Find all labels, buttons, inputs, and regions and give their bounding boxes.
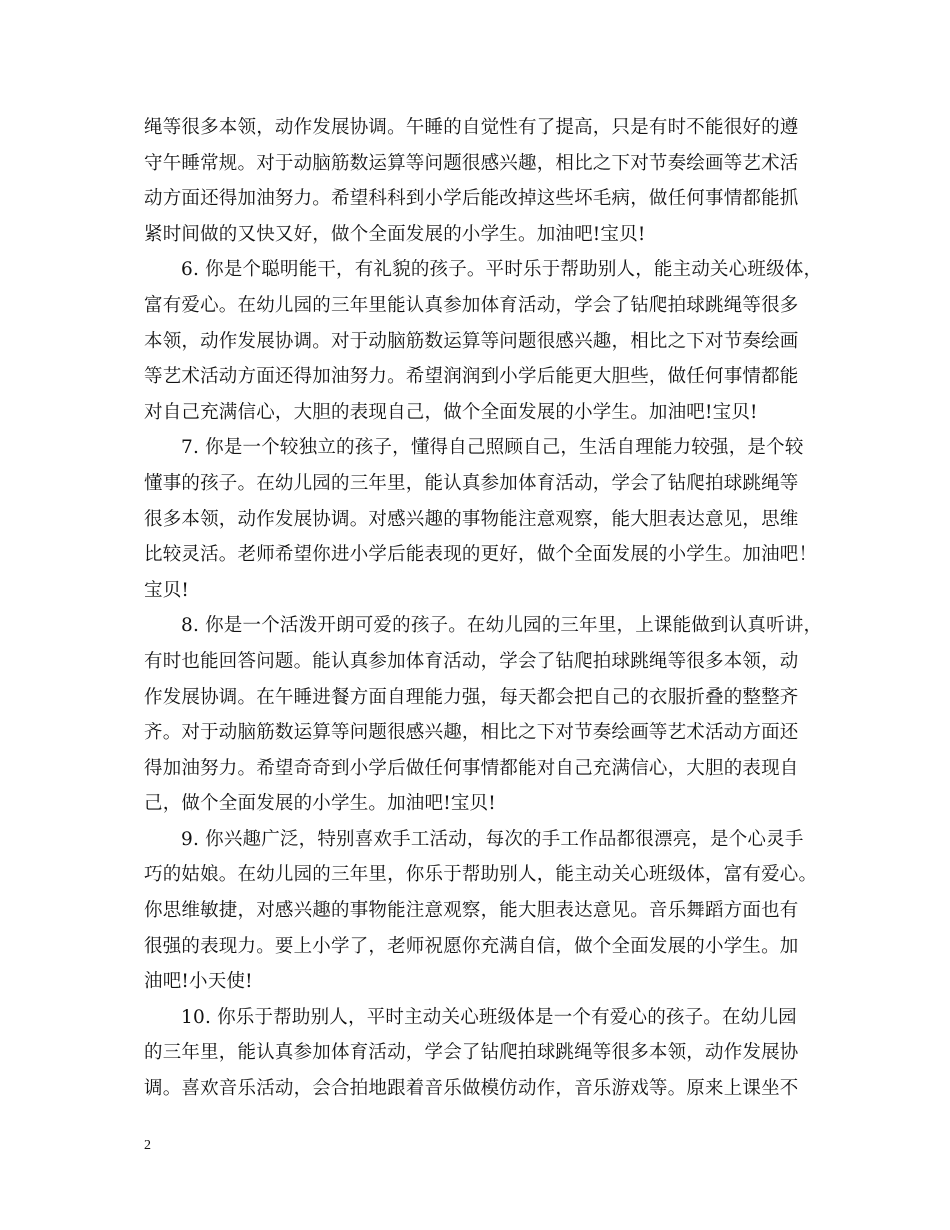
text-line: 等艺术活动方面还得加油努力。希望润润到小学后能更大胆些，做任何事情都能 (144, 366, 799, 388)
text-line: 富有爱心。在幼儿园的三年里能认真参加体育活动，学会了钻爬拍球跳绳等很多 (144, 294, 799, 316)
text-line: 得加油努力。希望奇奇到小学后做任何事情都能对自己充满信心，大胆的表现自 (144, 757, 799, 779)
text-line: 油吧!小天使! (144, 971, 253, 993)
text-line: 绳等很多本领，动作发展协调。午睡的自觉性有了提高，只是有时不能很好的遵 (144, 117, 799, 138)
text-line: 比较灵活。老师希望你进小学后能表现的更好，做个全面发展的小学生。加油吧！ (144, 544, 818, 566)
text-line: 宝贝! (144, 579, 190, 601)
document-body (144, 110, 823, 1107)
text-line: 调。喜欢音乐活动，会合拍地跟着音乐做模仿动作，音乐游戏等。原来上课坐不 (144, 1078, 799, 1100)
text-line: 很多本领，动作发展协调。对感兴趣的事物能注意观察，能大胆表达意见，思维 (144, 508, 799, 530)
text-line: 对自己充满信心，大胆的表现自己，做个全面发展的小学生。加油吧!宝贝! (144, 401, 758, 423)
text-line: 有时也能回答问题。能认真参加体育活动，学会了钻爬拍球跳绳等很多本领，动 (144, 650, 799, 672)
text-line: 守午睡常规。对于动脑筋数运算等问题很感兴趣，相比之下对节奏绘画等艺术活 (144, 152, 799, 174)
text-line: 懂事的孩子。在幼儿园的三年里，能认真参加体育活动，学会了钻爬拍球跳绳等 (144, 472, 799, 494)
paragraph-start-10: 10. 你乐于帮助别人，平时主动关心班级体是一个有爱心的孩子。在幼儿园 (181, 1006, 797, 1028)
paragraph-start-8: 8. 你是一个活泼开朗可爱的孩子。在幼儿园的三年里，上课能做到认真听讲， (181, 615, 823, 637)
paragraph-start-7: 7. 你是一个较独立的孩子，懂得自己照顾自己，生活自理能力较强，是个较 (181, 437, 804, 459)
text-line: 你思维敏捷，对感兴趣的事物能注意观察，能大胆表达意见。音乐舞蹈方面也有 (144, 900, 799, 922)
text-line: 的三年里，能认真参加体育活动，学会了钻爬拍球跳绳等很多本领，动作发展协 (144, 1042, 799, 1064)
text-line: 紧时间做的又快又好，做个全面发展的小学生。加油吧!宝贝! (144, 223, 646, 245)
text-line: 己，做个全面发展的小学生。加油吧!宝贝! (144, 793, 496, 815)
text-line: 作发展协调。在午睡进餐方面自理能力强，每天都会把自己的衣服折叠的整整齐 (144, 686, 799, 708)
text-line: 动方面还得加油努力。希望科科到小学后能改掉这些坏毛病，做任何事情都能抓 (144, 188, 799, 210)
text-line: 很强的表现力。要上小学了，老师祝愿你充满自信，做个全面发展的小学生。加 (144, 935, 799, 957)
text-line: 巧的姑娘。在幼儿园的三年里，你乐于帮助别人，能主动关心班级体，富有爱心。 (144, 864, 818, 886)
paragraph-start-6: 6. 你是个聪明能干，有礼貌的孩子。平时乐于帮助别人，能主动关心班级体， (181, 259, 823, 281)
text-line: 齐。对于动脑筋数运算等问题很感兴趣，相比之下对节奏绘画等艺术活动方面还 (144, 722, 799, 744)
paragraph-start-9: 9. 你兴趣广泛，特别喜欢手工活动，每次的手工作品都很漂亮，是个心灵手 (181, 828, 804, 850)
text-line: 本领，动作发展协调。对于动脑筋数运算等问题很感兴趣，相比之下对节奏绘画 (144, 330, 799, 352)
page-number: 2 (144, 1138, 151, 1153)
